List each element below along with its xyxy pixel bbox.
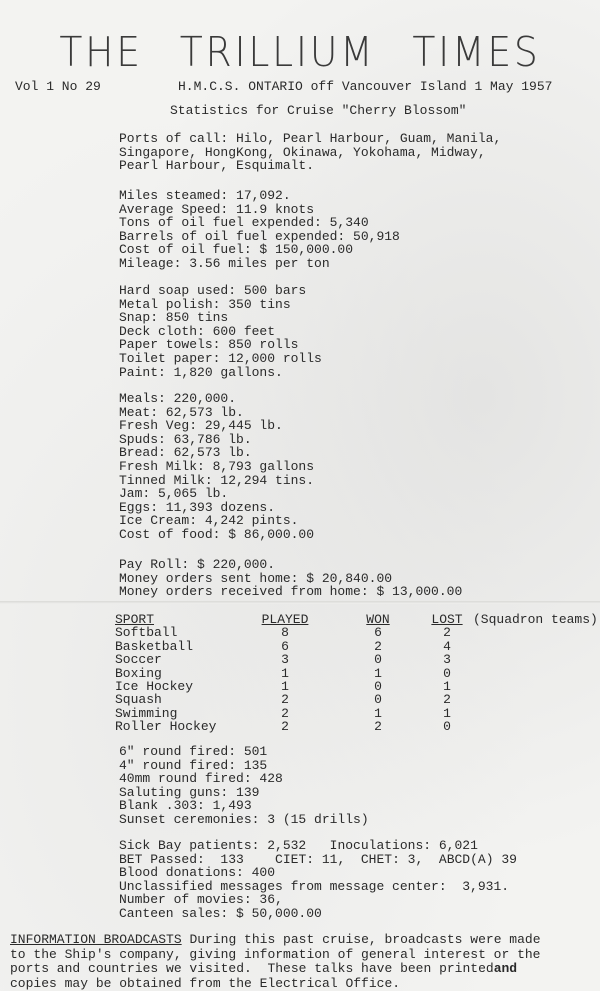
fuel-stats <box>119 189 400 271</box>
information-broadcasts <box>10 933 595 991</box>
supplies-stats <box>119 284 322 379</box>
stat-line: Jam: 5,065 lb. <box>119 486 229 502</box>
stat-line: Money orders received from home: $ 13,000.00 <box>119 584 463 600</box>
played-value: 1 <box>281 678 289 694</box>
stat-line: Spuds: 63,786 lb. <box>119 431 252 447</box>
text-line: Ports of call: Hilo, Pearl Harbour, Guam, Manila, <box>119 131 502 146</box>
stat-line: Snap: 850 tins <box>119 310 229 326</box>
lost-value: 2 <box>443 692 451 708</box>
stat-line: Average Speed: 11.9 knots <box>119 201 315 217</box>
table-row <box>115 707 595 720</box>
stat-line: Saluting guns: 139 <box>119 784 260 800</box>
header-sport: SPORT <box>115 612 155 627</box>
table-row <box>115 680 595 693</box>
table-row <box>115 720 595 733</box>
squadron-note: (Squadron teams) <box>473 612 598 627</box>
table-row <box>115 653 595 666</box>
text-line: Pearl Harbour, Esquimalt. <box>119 158 315 174</box>
stat-line: Canteen sales: $ 50,000.00 <box>119 905 322 921</box>
stat-line: Blood donations: 400 <box>119 865 276 881</box>
won-value: 1 <box>374 705 382 721</box>
stat-line: Cost of food: $ 86,000.00 <box>119 526 315 542</box>
ciet-stat: CIET: 11, <box>275 851 346 867</box>
masthead-word: TIMES <box>412 28 541 76</box>
sports-header-row <box>115 612 598 627</box>
stat-line <box>119 853 517 867</box>
stat-line: Miles steamed: 17,092. <box>119 188 291 203</box>
stat-line: Sunset ceremonies: 3 (15 drills) <box>119 811 369 827</box>
money-stats <box>119 558 462 599</box>
table-row <box>115 640 595 653</box>
text-segment-bold: and <box>493 961 518 976</box>
gunnery-stats <box>119 745 369 827</box>
lost-value: 2 <box>443 625 451 641</box>
stat-line: Meat: 62,573 lb. <box>119 404 244 420</box>
sport-name: Squash <box>115 692 162 708</box>
lost-value: 1 <box>443 705 451 721</box>
stat-line: Paper towels: 850 rolls <box>119 337 299 353</box>
stat-line: 40mm round fired: 428 <box>119 771 283 787</box>
stat-line: Pay Roll: $ 220,000. <box>119 557 276 572</box>
text-segment: During this past cruise, broadcasts were made <box>181 932 541 947</box>
stat-line: Fresh Veg: 29,445 lb. <box>119 418 283 434</box>
bet-stat: BET Passed: 133 <box>119 851 244 867</box>
food-stats <box>119 392 314 542</box>
sport-name: Swimming <box>115 705 178 721</box>
stat-line: Barrels of oil fuel expended: 50,918 <box>119 228 400 244</box>
stat-line: Metal polish: 350 tins <box>119 296 291 312</box>
won-value: 0 <box>374 692 382 708</box>
played-value: 6 <box>281 638 289 654</box>
text-line: Singapore, HongKong, Okinawa, Yokohama, Midway, <box>119 144 486 160</box>
header-lost: LOST <box>431 612 463 627</box>
ports-of-call <box>119 132 501 173</box>
lost-value: 0 <box>443 665 451 681</box>
subtitle: Statistics for Cruise "Cherry Blossom" <box>170 103 467 118</box>
sport-name: Boxing <box>115 665 162 681</box>
stat-line: Meals: 220,000. <box>119 391 237 406</box>
stat-line: Number of movies: 36, <box>119 892 283 908</box>
played-value: 3 <box>281 652 289 668</box>
lost-value: 1 <box>443 678 451 694</box>
header-won: WON <box>366 612 390 627</box>
text-line <box>10 962 595 977</box>
stat-line: Toilet paper: 12,000 rolls <box>119 350 322 366</box>
won-value: 2 <box>374 638 382 654</box>
stat-line: Money orders sent home: $ 20,840.00 <box>119 570 393 586</box>
location-date: H.M.C.S. ONTARIO off Vancouver Island 1 May 1957 <box>178 79 553 94</box>
sport-name: Basketball <box>115 638 194 654</box>
table-row <box>115 693 595 706</box>
stat-line: Cost of oil fuel: $ 150,000.00 <box>119 242 354 258</box>
sport-name: Soccer <box>115 652 162 668</box>
played-value: 8 <box>281 625 289 641</box>
sport-name: Roller Hockey <box>115 719 217 735</box>
stat-line: Ice Cream: 4,242 pints. <box>119 513 299 529</box>
volume-number: Vol 1 No 29 <box>15 79 101 94</box>
table-row <box>115 667 595 680</box>
stat-line: Paint: 1,820 gallons. <box>119 364 283 380</box>
stat-line: 6" round fired: 501 <box>119 744 268 759</box>
section-heading: INFORMATION BROADCASTS <box>10 932 182 947</box>
text-segment: ports and countries we visited. These talks have been printed <box>10 961 494 976</box>
played-value: 2 <box>281 705 289 721</box>
inoculations-stat: Inoculations: 6,021 <box>329 838 478 853</box>
sport-name: Softball <box>115 625 178 641</box>
lost-value: 4 <box>443 638 451 654</box>
masthead-title <box>24 28 576 76</box>
text-line <box>10 933 595 948</box>
stat-line: Mileage: 3.56 miles per ton <box>119 255 330 271</box>
header-played: PLAYED <box>261 612 309 627</box>
stat-line: Deck cloth: 600 feet <box>119 323 276 339</box>
abcd-stat: ABCD(A) 39 <box>438 851 517 867</box>
won-value: 1 <box>374 665 382 681</box>
text-line: to the Ship's company, giving information of general interest or the <box>10 946 541 962</box>
stat-line: Hard soap used: 500 bars <box>119 283 307 298</box>
stat-line: Bread: 62,573 lb. <box>119 445 252 461</box>
page-fold <box>0 601 600 604</box>
chet-stat: CHET: 3, <box>360 851 424 867</box>
stat-line: Tons of oil fuel expended: 5,340 <box>119 215 369 231</box>
played-value: 2 <box>281 692 289 708</box>
stat-line <box>119 839 517 853</box>
won-value: 0 <box>374 652 382 668</box>
sports-table <box>115 612 598 735</box>
played-value: 1 <box>281 665 289 681</box>
won-value: 2 <box>374 719 382 735</box>
misc-stats <box>119 839 517 921</box>
won-value: 0 <box>374 678 382 694</box>
stat-line: Eggs: 11,393 dozens. <box>119 499 276 515</box>
lost-value: 3 <box>443 652 451 668</box>
masthead-word: THE <box>59 28 143 76</box>
masthead-word: TRILLIUM <box>179 28 376 76</box>
lost-value: 0 <box>443 719 451 735</box>
sick-bay-stat: Sick Bay patients: 2,532 <box>119 838 307 853</box>
stat-line: Unclassified messages from message center: 3,931. <box>119 878 510 894</box>
sport-name: Ice Hockey <box>115 678 194 694</box>
text-line: copies may be obtained from the Electrical Office. <box>10 975 401 991</box>
table-row <box>115 626 595 639</box>
stat-line: Tinned Milk: 12,294 tins. <box>119 472 315 488</box>
played-value: 2 <box>281 719 289 735</box>
stat-line: Fresh Milk: 8,793 gallons <box>119 458 315 474</box>
stat-line: 4" round fired: 135 <box>119 757 268 773</box>
won-value: 6 <box>374 625 382 641</box>
stat-line: Blank .303: 1,493 <box>119 798 252 814</box>
